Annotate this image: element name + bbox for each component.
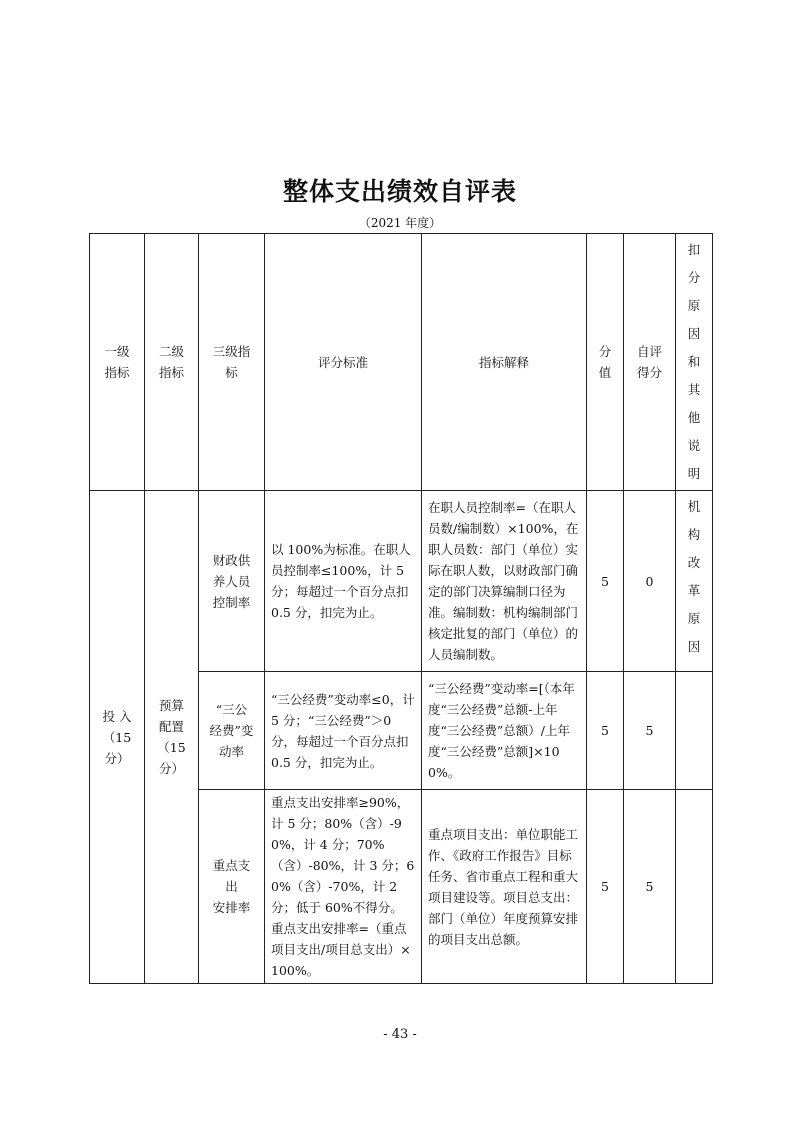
indicator-cell [199, 491, 265, 672]
indicator-line: 重点支 [212, 858, 251, 873]
header-remark-char: 他 [687, 410, 701, 425]
indicator-line: 动率 [218, 744, 244, 759]
header-level2-line: 指标 [158, 365, 184, 380]
remark-char: 构 [687, 527, 701, 542]
remark-cell [676, 491, 713, 672]
header-remark-char: 原 [687, 298, 701, 313]
header-level1-line: 指标 [104, 365, 130, 380]
explanation-cell: 重点项目支出：单位职能工作、《政府工作报告》目标任务、省市重点工程和重大项目建设等。项目总支出：部门（单位）年度预算安排的项目支出总额。 [422, 790, 587, 984]
remark-char: 因 [687, 639, 701, 654]
header-level1-line: 一级 [104, 344, 130, 359]
indicator-line: “三公 [215, 702, 248, 717]
remark-cell [676, 790, 713, 984]
score-cell: 5 [587, 790, 624, 984]
indicator-line: 财政供 [212, 552, 251, 568]
indicator-line: 养人员 [212, 573, 251, 589]
indicator-cell [199, 672, 265, 790]
header-level2 [145, 234, 199, 491]
level2-line: 预算 [158, 698, 184, 713]
header-level2-line: 二级 [158, 344, 184, 359]
header-row [90, 234, 713, 491]
level2-cell [145, 491, 199, 984]
self-score-cell: 5 [624, 790, 676, 984]
level2-line: （15 分） [157, 740, 186, 776]
level1-line: （15 分） [102, 729, 132, 766]
indicator-line: 控制率 [212, 594, 251, 610]
header-remark-char: 扣 [687, 242, 701, 257]
year-label: （2021 年度） [358, 216, 442, 230]
explanation-cell: “三公经费”变动率=[（本年度“三公经费”总额-上年度“三公经费”总额）/上年度“三公经费”总额]×100%。 [422, 672, 587, 790]
standard-cell: 以 100%为标准。在职人员控制率≤100%，计 5 分；每超过一个百分点扣 0.5 分，扣完为止。 [265, 491, 422, 672]
header-standard: 评分标准 [265, 234, 422, 491]
explanation-cell: 在职人员控制率=（在职人员数/编制数）×100%，在职人员数：部门（单位）实际在职人数，以财政部门确定的部门决算编制口径为准。编制数：机构编制部门核定批复的部门（单位）的人员编制数。 [422, 491, 587, 672]
header-remark-char: 因 [687, 326, 701, 341]
header-remark-char: 其 [687, 382, 701, 397]
header-remark-char: 分 [687, 270, 701, 285]
header-level3-line: 三级指 [212, 344, 251, 359]
page-title: 整体支出绩效自评表 [282, 177, 517, 206]
header-level3-line: 标 [225, 365, 238, 380]
header-self-score [624, 234, 676, 491]
level1-cell [90, 491, 145, 984]
indicator-line: 经费”变 [209, 723, 254, 738]
standard-cell: 重点支出安排率≥90%，计 5 分；80%（含）-90%，计 4 分；70%（含）-80%，计 3 分；60%（含）-70%，计 2 分；低于 60%不得分。重点支出安排率=（重点项目支出/项目总支出）×100%。 [265, 790, 422, 984]
page-number: - 43 - [383, 1027, 417, 1042]
score-cell: 5 [587, 672, 624, 790]
indicator-line: 出 [225, 879, 238, 894]
remark-char: 原 [687, 611, 701, 626]
self-score-cell: 5 [624, 672, 676, 790]
header-self-score-line: 自评 [636, 344, 662, 359]
level2-line: 配置 [158, 719, 184, 734]
header-self-score-line: 得分 [636, 365, 662, 380]
header-score-line: 分 [598, 344, 612, 359]
remark-cell [676, 672, 713, 790]
evaluation-table [89, 233, 713, 984]
header-score [587, 234, 624, 491]
header-remark-char: 说 [687, 438, 701, 453]
indicator-line: 安排率 [212, 900, 251, 915]
header-level1 [90, 234, 145, 491]
table-row [90, 491, 713, 672]
header-remark-char: 和 [687, 354, 701, 369]
indicator-cell [199, 790, 265, 984]
header-explanation: 指标解释 [422, 234, 587, 491]
header-remark [676, 234, 713, 491]
score-cell: 5 [587, 491, 624, 672]
remark-char: 革 [687, 583, 701, 598]
standard-cell: “三公经费”变动率≤0，计 5 分；“三公经费”＞0 分，每超过一个百分点扣 0.5 分，扣完为止。 [265, 672, 422, 790]
self-score-cell: 0 [624, 491, 676, 672]
header-score-line: 值 [598, 365, 612, 380]
header-level3 [199, 234, 265, 491]
remark-char: 改 [687, 555, 701, 570]
header-remark-char: 明 [687, 466, 701, 481]
remark-char: 机 [687, 499, 701, 514]
level1-line: 投 入 [102, 708, 132, 724]
